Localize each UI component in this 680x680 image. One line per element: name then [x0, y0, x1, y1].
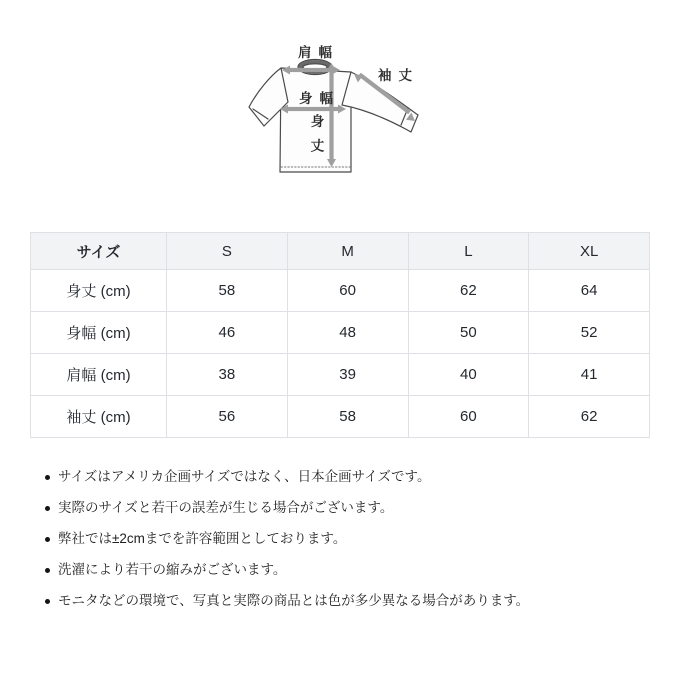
cell-shoulder-width-s: 38 [167, 354, 288, 396]
shirt-illustration [228, 25, 468, 221]
cell-sleeve-length-m: 58 [287, 396, 408, 438]
notes-list [0, 468, 680, 610]
cell-body-width-l: 50 [408, 312, 529, 354]
cell-body-length-s: 58 [167, 270, 288, 312]
note-text: モニタなどの環境で、写真と実際の商品とは色が多少異なる場合があります。 [58, 593, 530, 608]
size-table-header-xl: XL [529, 233, 650, 270]
cell-shoulder-width-xl: 41 [529, 354, 650, 396]
size-table-header-row [31, 233, 650, 270]
note-item [45, 561, 660, 579]
cell-body-width-s: 46 [167, 312, 288, 354]
cell-sleeve-length-l: 60 [408, 396, 529, 438]
body-width-label: 身幅 [299, 91, 340, 106]
shoulder-arrow-line [288, 68, 334, 72]
bullet-icon [45, 568, 50, 573]
bullet-icon [45, 537, 50, 542]
note-text: 洗濯により若干の縮みがございます。 [58, 562, 287, 577]
row-label-body-length: 身丈 (cm) [31, 270, 167, 312]
shoulder-width-label: 肩幅 [298, 45, 339, 60]
table-row-body-width [31, 312, 650, 354]
cell-body-length-l: 62 [408, 270, 529, 312]
cell-shoulder-width-m: 39 [287, 354, 408, 396]
size-table-header-m: M [287, 233, 408, 270]
bullet-icon [45, 475, 50, 480]
cell-sleeve-length-xl: 62 [529, 396, 650, 438]
note-item [45, 468, 660, 486]
size-table-header-l: L [408, 233, 529, 270]
table-row-shoulder-width [31, 354, 650, 396]
cell-body-width-m: 48 [287, 312, 408, 354]
cell-body-length-m: 60 [287, 270, 408, 312]
note-text: 弊社では±2cmまでを許容範囲としております。 [58, 531, 347, 546]
row-label-sleeve-length: 袖丈 (cm) [31, 396, 167, 438]
shirt-measurement-diagram [228, 25, 468, 221]
note-text: サイズはアメリカ企画サイズではなく、日本企画サイズです。 [58, 469, 431, 484]
note-text: 実際のサイズと若干の誤差が生じる場合がございます。 [58, 500, 394, 515]
note-item [45, 530, 660, 548]
cell-shoulder-width-l: 40 [408, 354, 529, 396]
bullet-icon [45, 599, 50, 604]
size-table [30, 232, 650, 438]
bullet-icon [45, 506, 50, 511]
table-row-body-length [31, 270, 650, 312]
note-item [45, 592, 660, 610]
cell-sleeve-length-s: 56 [167, 396, 288, 438]
size-table-header-s: S [167, 233, 288, 270]
cell-body-width-xl: 52 [529, 312, 650, 354]
size-table-header-size: サイズ [31, 233, 167, 270]
cell-body-length-xl: 64 [529, 270, 650, 312]
body-length-label: 身丈 [308, 114, 324, 163]
note-item [45, 499, 660, 517]
table-row-sleeve-length [31, 396, 650, 438]
body-length-arrow-line [329, 69, 333, 161]
row-label-body-width: 身幅 (cm) [31, 312, 167, 354]
row-label-shoulder-width: 肩幅 (cm) [31, 354, 167, 396]
sleeve-length-label: 袖丈 [378, 68, 419, 83]
